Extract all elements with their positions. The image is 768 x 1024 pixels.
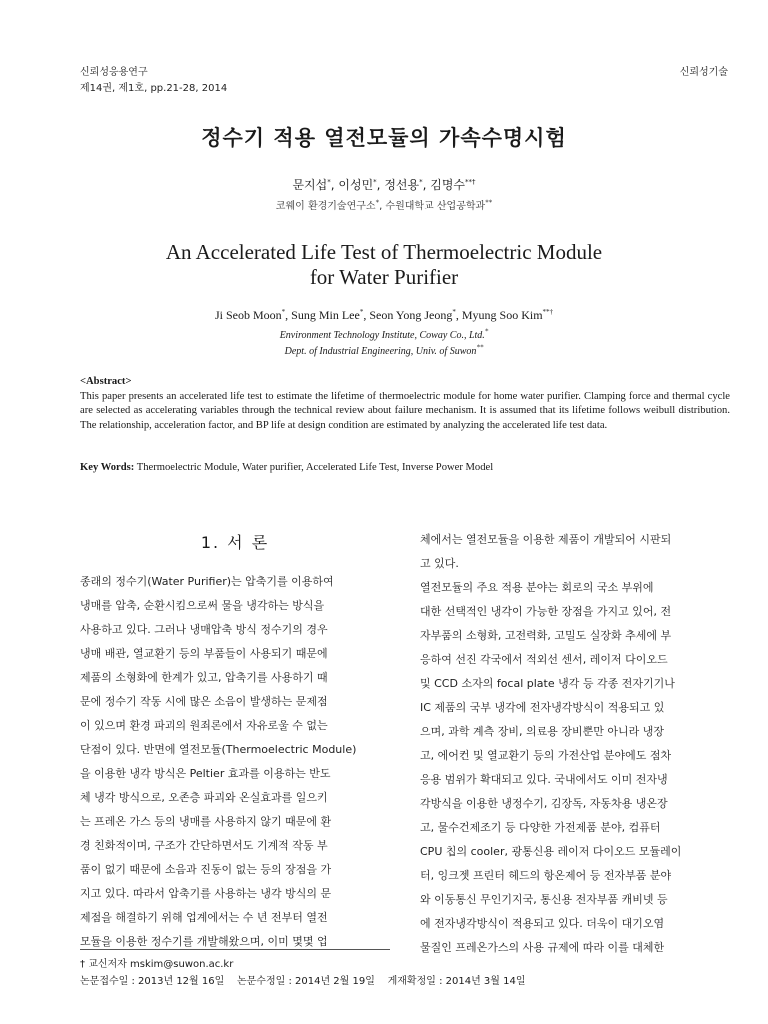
journal-name: 신뢰성응용연구 [80, 67, 148, 78]
corresponding-author-note [80, 955, 233, 970]
author-4-mark: **† [465, 178, 476, 186]
body-text-line: 에 전자냉각방식이 적용되고 있다. 더욱이 대기오염 [420, 917, 665, 930]
body-text-line: 단점이 있다. 반면에 열전모듈(Thermoelectric Module) [80, 743, 357, 756]
affiliation-1-mark: * [375, 198, 380, 207]
corresponding-author-text: 교신저자 mskim@suwon.ac.kr [88, 959, 234, 970]
submission-dates: 논문접수일 : 2013년 12월 16일 논문수정일 : 2014년 2월 19일 게재확정일 : 2014년 3월 14일 [80, 976, 526, 987]
affiliation-korean: 코웨이 환경기술연구소*, 수원대학교 산업공학과** [275, 198, 493, 212]
author-1: 문지섭 [292, 178, 328, 192]
author-en-3: Seon Yong Jeong [369, 308, 453, 322]
author-3: 정선용 [384, 178, 420, 192]
body-text-line: CPU 칩의 cooler, 광통신용 레이저 다이오드 모듈레이 [420, 845, 682, 858]
body-text-line: 응용 범위가 확대되고 있다. 국내에서도 이미 전자냉 [420, 773, 668, 786]
body-text-line: 냉매를 압축, 순환시킴으로써 물을 냉각하는 방식을 [80, 599, 325, 612]
body-text-line: 품이 없기 때문에 소음과 진동이 없는 등의 장점을 가 [80, 863, 332, 876]
body-text-line: 사용하고 있다. 그러나 냉매압축 방식 정수기의 경우 [80, 623, 328, 636]
body-text-line: 을 이용한 냉각 방식은 Peltier 효과를 이용하는 반도 [80, 767, 331, 780]
section-heading: 1. 서 론 [200, 533, 270, 552]
body-text-line: 자부품의 소형화, 고전력화, 고밀도 실장화 추세에 부 [420, 629, 672, 642]
affiliation-english-2 [0, 343, 768, 357]
body-text-line: 와 이동통신 무인기지국, 통신용 전자부품 캐비넷 등 [420, 893, 668, 906]
title-english [0, 240, 768, 290]
title-english-line-1: An Accelerated Life Test of Thermoelectric Module [165, 240, 603, 264]
volume-info: 제14권, 제1호, pp.21-28, 2014 [80, 83, 228, 94]
title-english-line-2: for Water Purifier [309, 265, 459, 289]
body-text-line: 문에 정수기 작동 시에 많은 소음이 발생하는 문제점 [80, 695, 328, 708]
affiliation-2-mark: ** [485, 198, 493, 207]
author-en-1: Ji Seob Moon [214, 308, 282, 322]
affiliation-2: 수원대학교 산업공학과 [385, 201, 486, 212]
body-text-line: 이 있으며 환경 파괴의 원죄론에서 자유로울 수 없는 [80, 719, 328, 732]
body-text-line: 터, 잉크젯 프린터 헤드의 항온제어 등 전자부품 분야 [420, 869, 672, 882]
abstract-heading: <Abstract> [80, 376, 132, 387]
author-2: 이성민 [338, 178, 374, 192]
body-text-line: 체에서는 열전모듈을 이용한 제품이 개발되어 시판되 [420, 533, 672, 546]
author-1-mark: * [327, 178, 331, 186]
dagger-mark: † [80, 959, 85, 970]
right-column [420, 528, 732, 960]
body-text-line: IC 제품의 국부 냉각에 전자냉각방식이 적용되고 있 [420, 701, 665, 714]
body-text-line: 각방식을 이용한 냉정수기, 김장독, 자동차용 냉온장 [420, 797, 668, 810]
footnote-divider [80, 949, 390, 950]
affiliation-en-1-mark: * [484, 327, 489, 336]
author-3-mark: * [419, 178, 423, 186]
author-en-4-mark: **† [542, 308, 554, 316]
affiliation-1: 코웨이 환경기술연구소 [275, 201, 376, 212]
body-text-line: 냉매 배관, 열교환기 등의 부품들이 사용되기 때문에 [80, 647, 328, 660]
body-text-line: 물질인 프레온가스의 사용 규제에 따라 이를 대체한 [420, 941, 665, 954]
author-en-4: Myung Soo Kim [461, 308, 543, 322]
left-column [80, 570, 392, 954]
author-en-1-mark: * [281, 308, 286, 316]
keywords-label: Key Words: [80, 462, 135, 473]
abstract-body: This paper presents an accelerated life test to estimate the lifetime of thermoelectric module for home water purifier. Clamping force and thermal cycle are selected as accelerating variables through the technical review about failure mechanism. It is assumed that its lifetime follows weibull distribution. The relationship, acceleration factor, and BP life at design condition are estimated by analyzing the accelerated life test data. [80, 390, 730, 431]
body-text-line: 종래의 정수기(Water Purifier)는 압축기를 이용하여 [80, 575, 334, 588]
body-text-line: 모듈을 이용한 정수기를 개발해왔으며, 이미 몇몇 업 [80, 935, 328, 948]
category-label: 신뢰성기술 [679, 67, 728, 78]
author-en-2-mark: * [359, 308, 364, 316]
body-text-line: 는 프레온 가스 등의 냉매를 사용하지 않기 때문에 환 [80, 815, 332, 828]
keywords [80, 462, 730, 473]
authors-korean: 문지섭*, 이성민*, 정선용*, 김명수**† [292, 178, 476, 192]
affiliation-en-1-text: Environment Technology Institute, Coway Co., Ltd. [279, 330, 485, 341]
body-text-line: 체 냉각 방식으로, 오존층 파괴와 온실효과를 일으키 [80, 791, 328, 804]
title-korean: 정수기 적용 열전모듈의 가속수명시험 [201, 126, 567, 150]
affiliation-english-1 [0, 327, 768, 341]
body-text-line: 열전모듈의 주요 적용 분야는 회로의 국소 부위에 [420, 581, 654, 594]
body-text-line: 경 친화적이며, 구조가 간단하면서도 기계적 작동 부 [80, 839, 328, 852]
body-text-line: 고, 에어컨 및 열교환기 등의 가전산업 분야에도 점차 [420, 749, 672, 762]
authors-english: Ji Seob Moon*, Sung Min Lee*, Seon Yong Jeong*, Myung Soo Kim**† [214, 308, 554, 322]
author-2-mark: * [373, 178, 377, 186]
affiliation-en-2-text: Dept. of Industrial Engineering, Univ. of Suwon [284, 346, 477, 357]
body-text-line: 제품의 소형화에 한계가 있고, 압축기를 사용하기 때 [80, 671, 328, 684]
body-text-line: 고 있다. [420, 557, 459, 570]
body-text-line: 응하여 선진 각국에서 적외선 센서, 레이저 다이오드 [420, 653, 668, 666]
author-en-3-mark: * [452, 308, 456, 316]
keywords-text: Thermoelectric Module, Water purifier, Accelerated Life Test, Inverse Power Model [136, 462, 494, 473]
body-text-line: 제점을 해결하기 위해 업계에서는 수 년 전부터 열전 [80, 911, 328, 924]
affiliation-en-2-mark: ** [476, 343, 484, 352]
body-text-line: 및 CCD 소자의 focal plate 냉각 등 각종 전자기기나 [420, 677, 675, 690]
abstract [80, 375, 730, 433]
body-text-line: 으며, 과학 계측 장비, 의료용 장비뿐만 아니라 냉장 [420, 725, 664, 738]
body-text-line: 지고 있다. 따라서 압축기를 사용하는 냉각 방식의 문 [80, 887, 332, 900]
body-text-line: 대한 선택적인 냉각이 가능한 장점을 가지고 있어, 전 [420, 605, 672, 618]
author-en-2: Sung Min Lee [291, 308, 360, 322]
body-text-line: 고, 물수건제조기 등 다양한 가전제품 분야, 컴퓨터 [420, 821, 661, 834]
author-4: 김명수 [430, 178, 466, 192]
